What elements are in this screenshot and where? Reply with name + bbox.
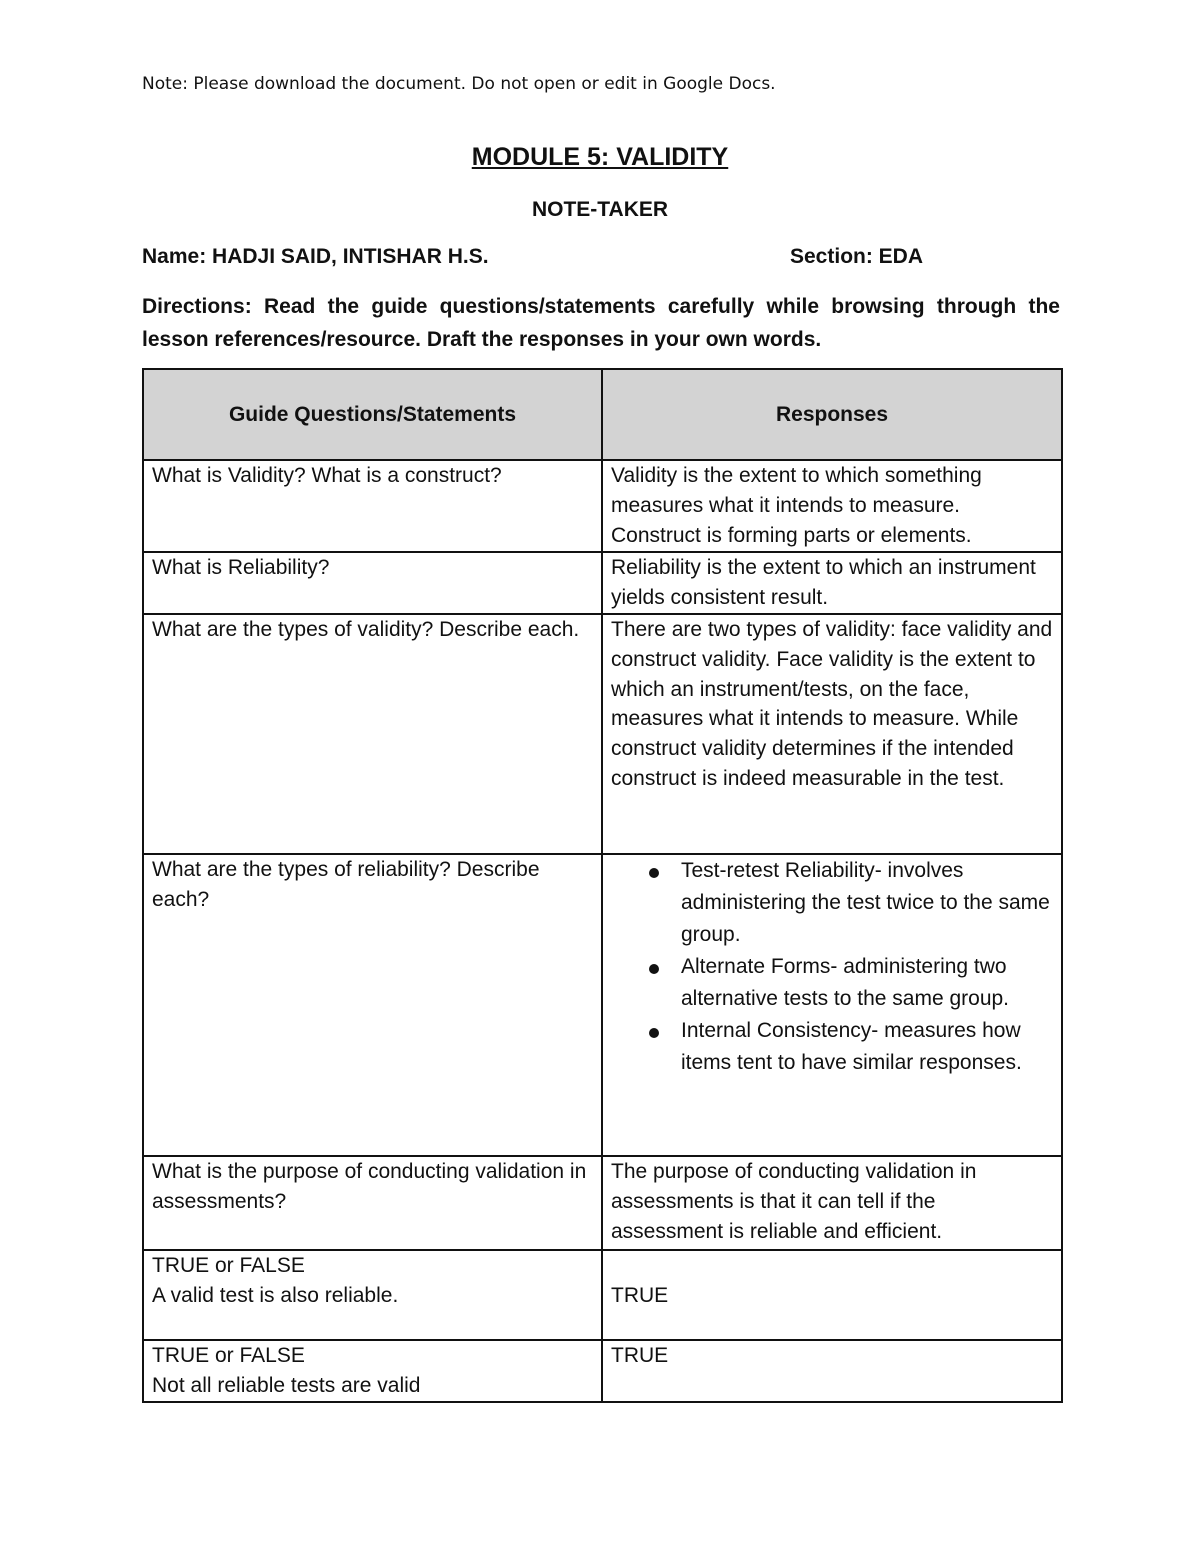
question-cell: [143, 1340, 602, 1402]
list-item: Alternate Forms- administering two alternative tests to the same group.: [681, 951, 1053, 1015]
question-cell: What are the types of validity? Describe each.: [143, 614, 602, 854]
guide-table: [142, 368, 1063, 1403]
question-text: A valid test is also reliable.: [152, 1283, 399, 1307]
table-row: [143, 1250, 1062, 1340]
reliability-types-list: [611, 855, 1053, 1091]
download-note: Note: Please download the document. Do not open or edit in Google Docs.: [142, 74, 776, 94]
table-row: [143, 1156, 1062, 1250]
response-cell: Validity is the extent to which something measures what it intends to measure. Construct is forming parts or elements.: [602, 460, 1062, 552]
table-header-row: [143, 369, 1062, 460]
page-subtitle: NOTE-TAKER: [531, 198, 669, 221]
response-cell: Reliability is the extent to which an instrument yields consistent result.: [602, 552, 1062, 614]
table-row: [143, 1340, 1062, 1402]
question-label: TRUE or FALSE: [152, 1344, 305, 1367]
table-row: [143, 552, 1062, 614]
question-cell: What is Reliability?: [143, 552, 602, 614]
list-item: Internal Consistency- measures how items tent to have similar responses.: [681, 1015, 1053, 1079]
table-row: [143, 460, 1062, 552]
question-label: TRUE or FALSE: [152, 1254, 305, 1277]
question-cell: What is Validity? What is a construct?: [143, 460, 602, 552]
question-cell: What is the purpose of conducting validation in assessments?: [143, 1156, 602, 1250]
response-cell: TRUE: [602, 1340, 1062, 1402]
table-row: [143, 614, 1062, 854]
student-name: Name: HADJI SAID, INTISHAR H.S.: [142, 245, 489, 268]
page-title: MODULE 5: VALIDITY: [471, 143, 729, 171]
response-cell: [602, 854, 1062, 1156]
response-cell: TRUE: [602, 1250, 1062, 1340]
table-row: [143, 854, 1062, 1156]
header-questions: Guide Questions/Statements: [143, 369, 602, 460]
response-cell: The purpose of conducting validation in assessments is that it can tell if the assessment is reliable and efficient.: [602, 1156, 1062, 1250]
question-text: Not all reliable tests are valid: [152, 1373, 421, 1397]
question-cell: [143, 1250, 602, 1340]
list-item: Test-retest Reliability- involves administering the test twice to the same group.: [681, 855, 1053, 951]
header-responses: Responses: [602, 369, 1062, 460]
student-section: Section: EDA: [790, 245, 924, 268]
question-cell: What are the types of reliability? Describe each?: [143, 854, 602, 1156]
directions: Directions: Read the guide questions/statements carefully while browsing through the lesson references/resource. Draft the responses in your own words.: [142, 295, 1060, 351]
response-cell: There are two types of validity: face validity and construct validity. Face validity is the extent to which an instrument/tests, on the face, measures what it intends to measure. While construct validity determines if the intended construct is indeed measurable in the test.: [602, 614, 1062, 854]
